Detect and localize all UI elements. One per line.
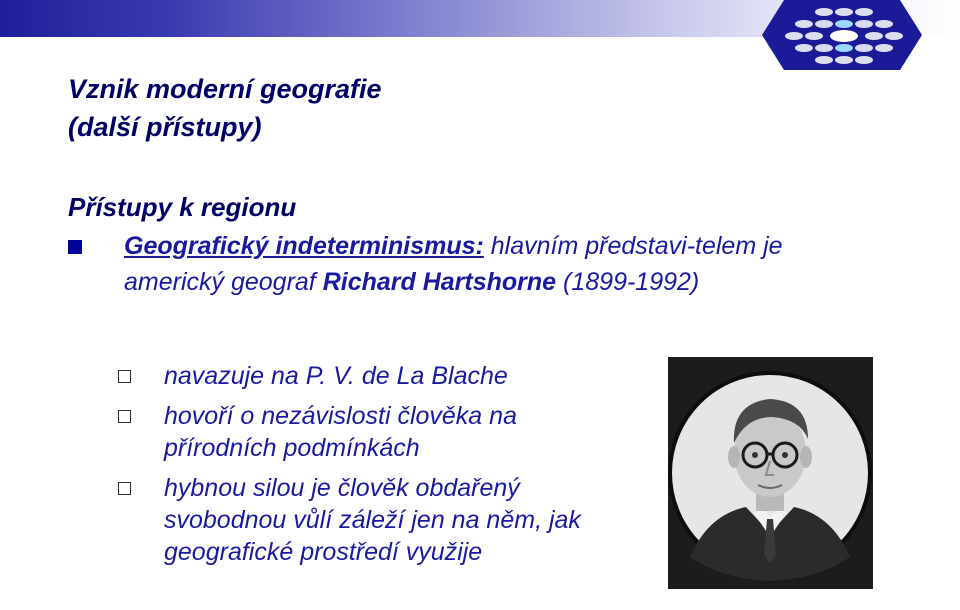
portrait-photo <box>668 357 873 589</box>
main-bullet-text <box>124 228 828 300</box>
slide-title <box>68 70 382 146</box>
main-bullet <box>68 228 828 300</box>
bullet-term: Geografický indeterminismus: <box>124 232 484 260</box>
sub-bullet-item <box>118 360 658 392</box>
sub-bullet-text: navazuje na P. V. de La Blache <box>164 362 508 390</box>
hexagon-pattern-logo-icon <box>762 0 922 70</box>
bullet-text-part-1: hlavním představi-telem je americký geograf <box>124 232 783 296</box>
hollow-square-bullet-icon <box>118 410 131 423</box>
sub-bullet-text: hovoří o nezávislosti člověka na přírodních podmínkách <box>164 402 517 462</box>
person-name: Richard Hartshorne <box>322 268 557 296</box>
sub-bullet-item <box>118 400 634 464</box>
filled-square-bullet-icon <box>68 240 82 254</box>
sub-bullet-list <box>118 360 658 576</box>
sub-bullet-text: hybnou silou je člověk obdařený svobodnou vůlí záleží jen na něm, jak geografické prostředí využije <box>164 474 581 566</box>
bullet-text-part-2: (1899-1992) <box>556 268 700 296</box>
slide-title-line-2: (další přístupy) <box>68 112 262 142</box>
sub-bullet-item <box>118 472 634 568</box>
hollow-square-bullet-icon <box>118 482 131 495</box>
hollow-square-bullet-icon <box>118 370 131 383</box>
slide-title-line-1: Vznik moderní geografie <box>68 74 382 104</box>
section-heading: Přístupy k regionu <box>68 192 297 222</box>
